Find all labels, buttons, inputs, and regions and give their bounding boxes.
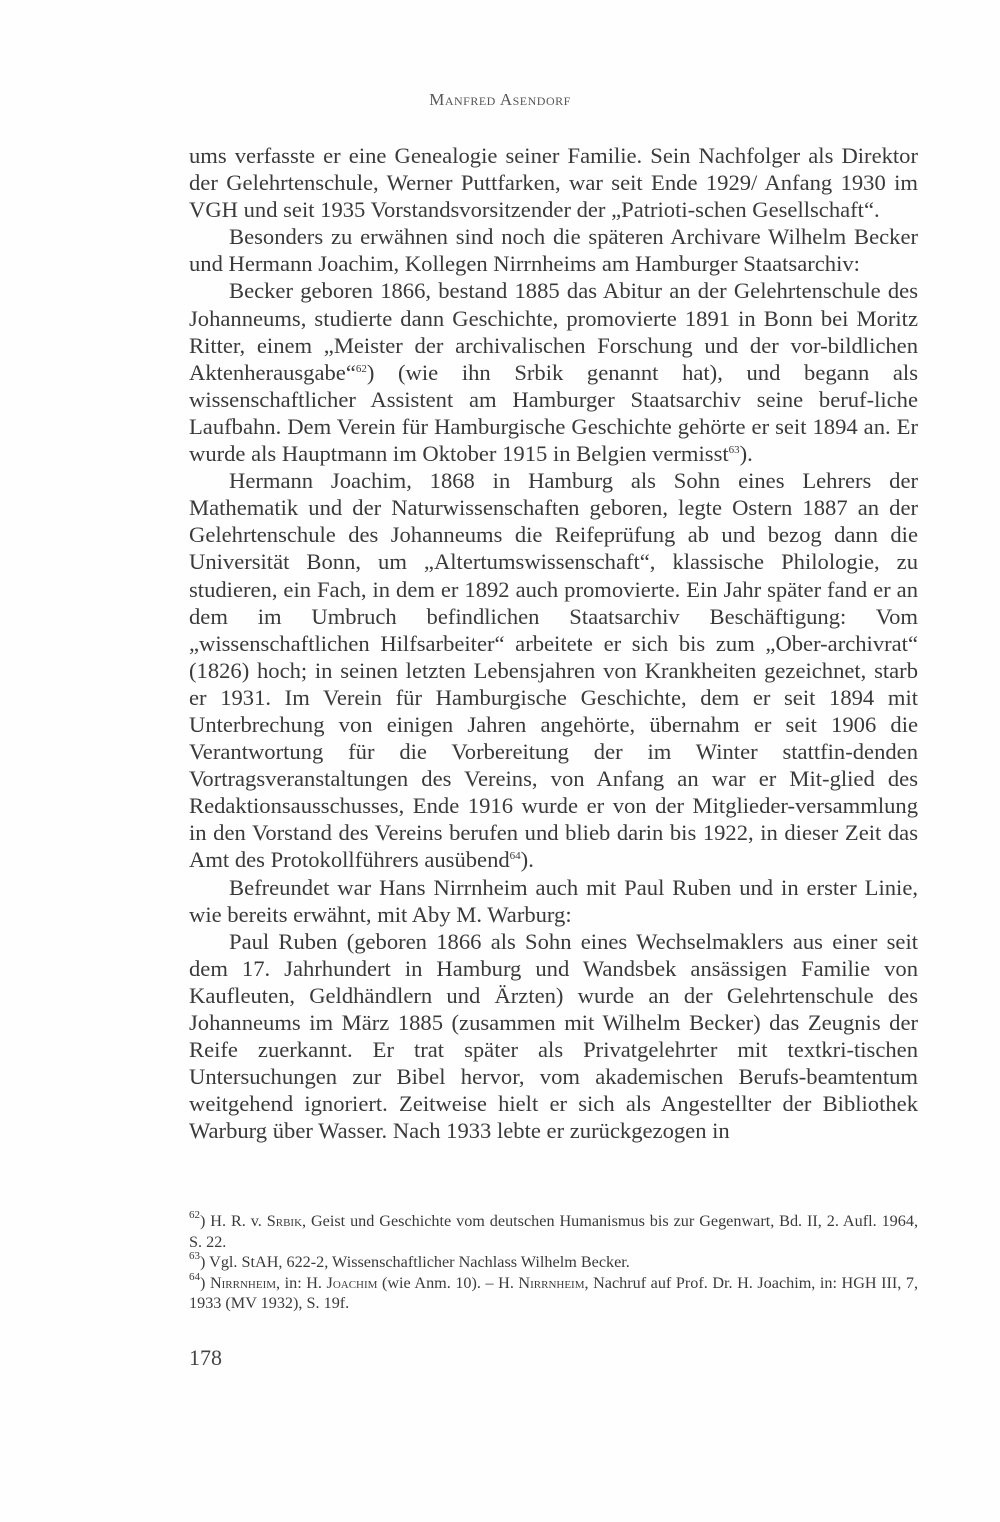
footnote-64-mid-1: , in: H. xyxy=(276,1273,327,1292)
paragraph-6 xyxy=(189,928,918,1145)
footnote-62-post: , Geist und Geschichte vom deutschen Humanismus bis zur Gegenwart, Bd. II, 2. Aufl. 1964, S. 22. xyxy=(189,1212,918,1251)
paragraph-2-text: Besonders zu erwähnen sind noch die späteren Archivare Wilhelm Becker und Hermann Joachim, Kollegen Nirrnheims am Hamburger Staatsarchiv: xyxy=(189,224,918,277)
paragraph-1-text: ums verfasste er eine Genealogie seiner Familie. Sein Nachfolger als Direktor der Gelehrtenschule, Werner Puttfarken, war seit Ende 1929/ Anfang 1930 im VGH und seit 1935 Vorstandsvorsitzender der „Patrioti-schen Gesellschaft“. xyxy=(189,143,918,223)
footnote-64 xyxy=(189,1270,919,1314)
footnote-64-mid-2: (wie Anm. 10). – H. xyxy=(377,1273,519,1292)
footnote-ref-63: 63 xyxy=(728,444,740,457)
footnote-64-post: , Nachruf auf Prof. Dr. H. Joachim, in: HGH III, 7, 1933 (MV 1932), S. 19f. xyxy=(189,1273,919,1312)
paragraph-5 xyxy=(189,874,918,928)
page-number: 178 xyxy=(189,1345,222,1370)
main-text xyxy=(189,142,918,1144)
footnote-64-author-3: Nirrnheim xyxy=(518,1273,585,1292)
paragraph-3-text-a: Becker geboren 1866, bestand 1885 das Abitur an der Gelehrtenschule des Johanneums, studierte dann Geschichte, promovierte 1891 in Bonn bei Moritz Ritter, einem „Meister der archivalischen Forschung und der vor-bildlichen Aktenherausgabe“ xyxy=(189,278,918,385)
author-first-name: Manfred xyxy=(429,90,496,109)
paragraph-2 xyxy=(189,223,918,277)
footnote-ref-64: 64 xyxy=(509,850,521,863)
footnote-64-pre: ) xyxy=(200,1273,210,1292)
paragraph-4-text-a: Hermann Joachim, 1868 in Hamburg als Sohn eines Lehrers der Mathematik und der Naturwissenschaften geboren, legte Ostern 1887 an der Gelehrtenschule des Johanneums die Reifeprüfung ab und bezog dann die Universität Bonn, um „Altertumswissenschaft“, klassische Philologie, zu studieren, ein Fach, in dem er 1892 auch promovierte. Ein Jahr später fand er an dem im Umbruch befindlichen Staatsarchiv Beschäftigung: Vom „wissenschaftlichen Hilfsarbeiter“ arbeitete er sich bis zum „Ober-archivrat“ (1826) hoch; in seinen letzten Lebensjahren von Krankheiten gezeichnet, starb er 1931. Im Verein für Hamburgische Geschichte, dem er seit 1894 mit Unterbrechung von einigen Jahren angehörte, übernahm er seit 1906 die Verantwortung für die Vorbereitung der im Winter stattfin-denden Vortragsveranstaltungen des Vereins, von Anfang an war er Mit-glied des Redaktionsausschusses, Ende 1916 wurde er von der Mitglieder-versammlung in den Vorstand des Vereins berufen und blieb darin bis 1922, in dieser Zeit das Amt des Protokollführers ausübend xyxy=(189,468,918,873)
footnotes xyxy=(189,1211,918,1314)
footnote-62-pre: ) H. R. v. xyxy=(200,1212,267,1230)
running-header xyxy=(0,90,1000,110)
paragraph-4-text-b: ). xyxy=(520,847,534,873)
footnote-63 xyxy=(189,1252,918,1273)
footnote-64-author-1: Nirrnheim xyxy=(209,1273,277,1292)
footnote-62 xyxy=(189,1211,918,1252)
footnote-62-number: 62 xyxy=(189,1209,200,1221)
footnote-63-number: 63 xyxy=(189,1250,200,1262)
paragraph-6-text: Paul Ruben (geboren 1866 als Sohn eines Wechselmaklers aus einer seit dem 17. Jahrhundert in Hamburg und Wandsbek ansässigen Familie von Kaufleuten, Geldhändlern und Ärzten) wurde an der Gelehrtenschule des Johanneums im März 1885 (zusammen mit Wilhelm Becker) das Zeugnis der Reife zuerkannt. Er trat später als Privatgelehrter mit textkri-tischen Untersuchungen zur Bibel hervor, vom akademischen Berufs-beamtentum weitgehend ignoriert. Zeitweise hielt er sich als Angestellter der Bibliothek Warburg über Wasser. Nach 1933 lebte er zurückgezogen in xyxy=(189,928,918,1144)
paragraph-1 xyxy=(189,142,918,223)
paragraph-3-text-c: ). xyxy=(739,441,753,467)
paragraph-3-text-b: ) (wie ihn Srbik genannt hat), und begann als wissenschaftlicher Assistent am Hamburger Staatsarchiv seine beruf-liche Laufbahn. Dem Verein für Hamburgische Geschichte gehörte er seit 1894 an. Er wurde als Hauptmann im Oktober 1915 in Belgien vermisst xyxy=(189,359,918,467)
footnote-64-number: 64 xyxy=(189,1270,200,1283)
author-last-name: Asendorf xyxy=(499,90,571,109)
paragraph-4 xyxy=(189,467,918,873)
footnote-62-author: Srbik xyxy=(266,1212,303,1230)
footnote-64-author-2: Joachim xyxy=(326,1273,378,1292)
footnote-ref-62: 62 xyxy=(355,362,367,375)
paragraph-3 xyxy=(189,277,918,467)
footnote-63-text: ) Vgl. StAH, 622-2, Wissenschaftlicher Nachlass Wilhelm Becker. xyxy=(200,1253,630,1271)
paragraph-5-text: Befreundet war Hans Nirrnheim auch mit Paul Ruben und in erster Linie, wie bereits erwähnt, mit Aby M. Warburg: xyxy=(189,874,918,927)
